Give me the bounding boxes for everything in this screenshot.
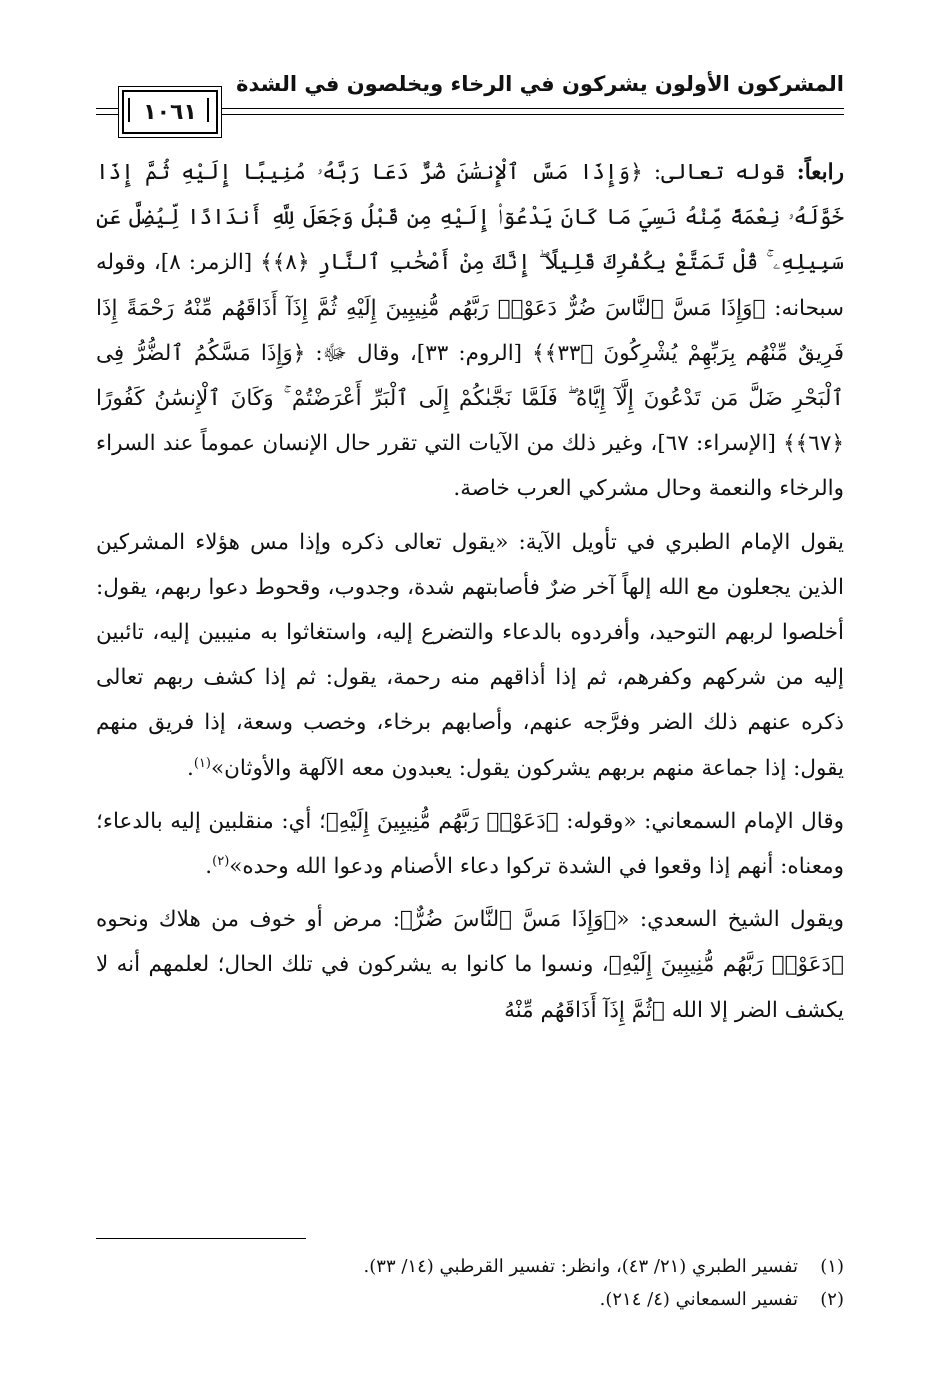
running-title: المشركون الأولون يشركون في الرخاء ويخلصون في الشدة [236, 72, 844, 96]
paragraph-text: قوله تعالى: ﴿وَإِذَا مَسَّ ٱلْإِنسَٰنَ ضُرٌّ دَعَا رَبَّهُۥ مُنِيبًا إِلَيْهِ ثُمَّ إِذَا خَوَّلَهُۥ نِعْمَةً مِّنْهُ نَسِيَ مَا كَانَ يَدْعُوٓا۟ إِلَيْهِ مِن قَبْلُ وَجَعَلَ لِلَّهِ أَندَادًا لِّيُضِلَّ عَن سَبِيلِهِۦ ۚ قُلْ تَمَتَّعْ بِكُفْرِكَ قَلِيلًا ۖ إِنَّكَ مِنْ أَصْحَٰبِ ٱلنَّارِ ﴿٨﴾﴾ [الزمر: ٨]، وقوله سبحانه: ﴿وَإِذَا مَسَّ ٱلنَّاسَ ضُرٌّ دَعَوْا۟ رَبَّهُم مُّنِيبِينَ إِلَيْهِ ثُمَّ إِذَآ أَذَاقَهُم مِّنْهُ رَحْمَةً إِذَا فَرِيقٌ مِّنْهُم بِرَبِّهِمْ يُشْرِكُونَ ﴿٣٣﴾﴾ [الروم: ٣٣]، وقال ﷻ: ﴿وَإِذَا مَسَّكُمُ ٱلضُّرُّ فِى ٱلْبَحْرِ ضَلَّ مَن تَدْعُونَ إِلَّآ إِيَّاهُ ۖ فَلَمَّا نَجَّىٰكُمْ إِلَى ٱلْبَرِّ أَعْرَضْتُمْ ۚ وَكَانَ ٱلْإِنسَٰنُ كَفُورًا ﴿٦٧﴾﴾ [الإسراء: ٦٧]، وغير ذلك من الآيات التي تقرر حال الإنسان عموماً عند السراء والرخاء والنعمة وحال مشركي العرب خاصة. [96, 160, 844, 502]
footnote-ref[interactable]: (٢) [212, 853, 230, 869]
footnote-text: تفسير الطبري (٢١/ ٤٣)، وانظر: تفسير القرطبي (١٤/ ٣٣). [363, 1256, 798, 1277]
footnote [96, 1283, 844, 1316]
body-text [96, 150, 844, 1033]
footnote-rule [96, 1238, 306, 1239]
paragraph [96, 897, 844, 1033]
footnote-ref[interactable]: (١) [193, 755, 211, 771]
paragraph-text: ويقول الشيخ السعدي: «﴿وَإِذَا مَسَّ ٱلنَّاسَ ضُرٌّ﴾: مرض أو خوف من هلاك ونحوه ﴿دَعَوْا۟ رَبَّهُم مُّنِيبِينَ إِلَيْهِ﴾، ونسوا ما كانوا به يشركون في تلك الحال؛ لعلمهم أنه لا يكشف الضر إلا الله ﴿ثُمَّ إِذَآ أَذَاقَهُم مِّنْهُ [96, 907, 844, 1023]
paragraph-text: وقال الإمام السمعاني: «وقوله: ﴿دَعَوْا۟ رَبَّهُم مُّنِيبِينَ إِلَيْهِ﴾؛ أي: منقلبين إليه بالدعاء؛ ومعناه: أنهم إذا وقعوا في الشدة تركوا دعاء الأصنام ودعوا الله وحده» [96, 808, 844, 880]
footnote-number: (٢) [820, 1289, 844, 1310]
footnote-text: تفسير السمعاني (٤/ ٢١٤). [599, 1289, 798, 1310]
paragraph [96, 150, 844, 512]
page-number: ١٠٦١ [143, 99, 197, 125]
page-number-frame [122, 90, 218, 134]
footnotes [96, 1250, 844, 1316]
paragraph-text: يقول الإمام الطبري في تأويل الآية: «يقول تعالى ذكره وإذا مس هؤلاء المشركين الذين يجعلون مع الله إلهاً آخر ضرٌ فأصابتهم شدة، وجدوب، وقحوط دعوا ربهم، يقول: أخلصوا لربهم التوحيد، وأفردوه بالدعاء والتضرع إليه، واستغاثوا به منيبين إليه، تائبين إليه من شركهم وكفرهم، ثم إذا أذاقهم منه رحمة، يقول: ثم إذا كشف ربهم تعالى ذكره عنهم ذلك الضر وفرَّجه عنهم، وأصابهم برخاء، وخصب وسعة، إذا فريق منهم يقول: إذا جماعة منهم بربهم يشركون يقول: يعبدون معه الآلهة والأوثان» [96, 529, 844, 781]
paragraph: يقول الإمام الطبري في تأويل الآية: «يقول تعالى ذكره وإذا مس هؤلاء المشركين الذين يجعلون مع الله إلهاً آخر ضرٌ فأصابتهم شدة، وجدوب، وقحوط دعوا ربهم، يقول: أخلصوا لربهم التوحيد، وأفردوه بالدعاء والتضرع إليه، واستغاثوا به منيبين إليه، تائبين إليه من شركهم وكفرهم، ثم إذا أذاقهم منه رحمة، يقول: ثم إذا كشف ربهم تعالى ذكره عنهم ذلك الضر وفرَّجه عنهم، وأصابهم برخاء، وخصب وسعة، إذا فريق منهم يقول: إذا جماعة منهم بربهم يشركون يقول: يعبدون معه الآلهة والأوثان»$^{(١)}$. [96, 529, 844, 781]
paragraph: وقال الإمام السمعاني: «وقوله: ﴿دَعَوْا۟ رَبَّهُم مُّنِيبِينَ إِلَيْهِ﴾؛ أي: منقلبين إليه بالدعاء؛ ومعناه: أنهم إذا وقعوا في الشدة تركوا دعاء الأصنام ودعوا الله وحده»$^{(٢)}$. [96, 808, 844, 880]
footnote-number: (١) [820, 1256, 844, 1277]
paragraph-lead: رابعاً: [796, 160, 844, 185]
footnote [96, 1250, 844, 1283]
